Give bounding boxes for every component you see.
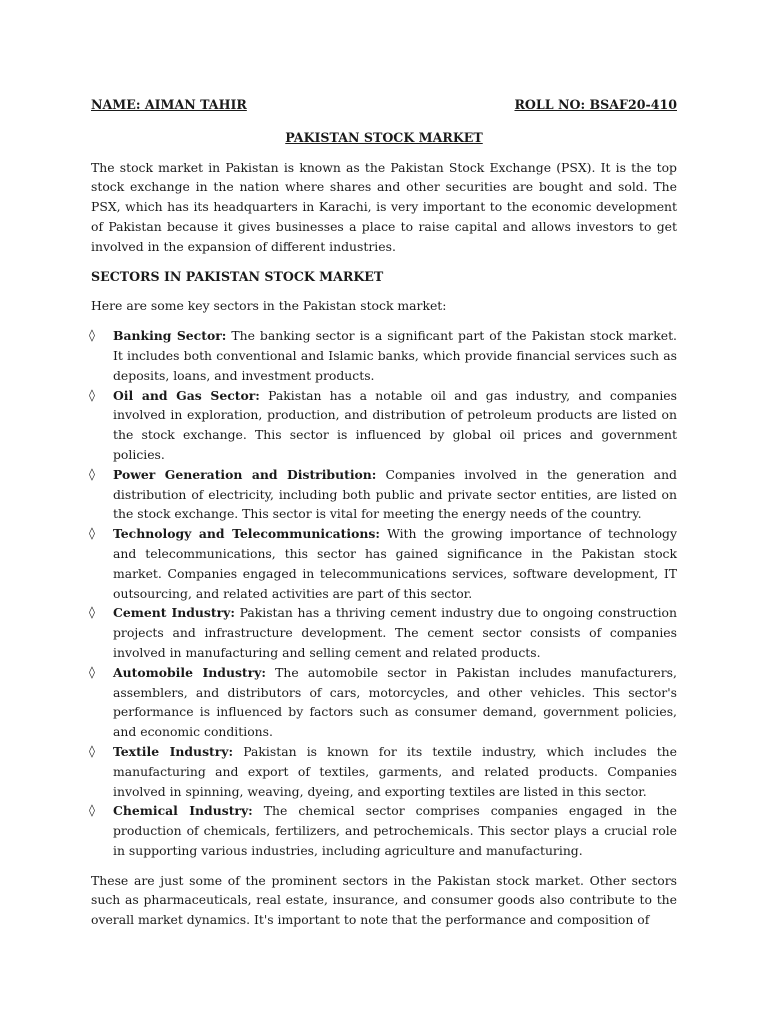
sectors-lead: Here are some key sectors in the Pakistan stock market:	[91, 298, 447, 314]
closing-paragraph: These are just some of the prominent sectors in the Pakistan stock market. Other sectors such as pharmaceuticals, real estate, insurance, and consumer goods also contribute to the overall market dynamics. It's important to note that the performance and composition of	[91, 872, 677, 928]
diamond-bullet-icon: ◊	[89, 526, 95, 541]
sector-item-power	[91, 465, 677, 524]
diamond-bullet-icon: ◊	[89, 387, 95, 402]
sector-term: Chemical Industry:	[113, 803, 253, 819]
sector-description: The banking sector is a significant part of the Pakistan stock market. It includes both conventional and Islamic banks, which provide financial services such as deposits, loans, and investment products.	[113, 328, 677, 383]
sector-description: The chemical sector comprises companies engaged in the production of chemicals, fertilizers, and petrochemicals. This sector plays a crucial role in supporting various industries, including agriculture and manufacturing.	[113, 803, 677, 858]
sector-item-automobile	[91, 663, 677, 742]
diamond-bullet-icon: ◊	[89, 328, 95, 343]
diamond-bullet-icon: ◊	[89, 664, 95, 679]
sector-description: Companies involved in the generation and distribution of electricity, including both public and private sector entities, are listed on the stock exchange. This sector is vital for meeting the energy needs of the country.	[113, 466, 677, 522]
sectors-heading: SECTORS IN PAKISTAN STOCK MARKET	[91, 268, 384, 284]
sector-description: With the growing importance of technology and telecommunications, this sector has gained significance in the Pakistan stock market. Companies engaged in telecommunications services, software development, IT outsourcing, and related activities are part of this sector.	[113, 526, 677, 601]
sector-description: Pakistan is known for its textile industry, which includes the manufacturing and export of textiles, garments, and related products. Companies involved in spinning, weaving, dyeing, and exporting textiles are listed in this sector.	[113, 743, 677, 799]
sector-term: Technology and Telecommunications:	[113, 526, 380, 542]
sector-item-oil-gas	[91, 386, 677, 465]
intro-paragraph: The stock market in Pakistan is known as the Pakistan Stock Exchange (PSX). It is the top stock exchange in the nation where shares and other securities are bought and sold. The PSX, which has its headquarters in Karachi, is very important to the economic development of Pakistan because it gives businesses a place to raise capital and allows investors to get involved in the expansion of different industries.	[91, 159, 677, 254]
sector-term: Textile Industry:	[113, 743, 234, 759]
sector-term: Power Generation and Distribution:	[113, 466, 377, 482]
header-row	[91, 95, 677, 115]
sector-item-chemical	[91, 801, 677, 860]
roll-number: ROLL NO: BSAF20-410	[514, 97, 677, 112]
sector-item-banking	[91, 326, 677, 385]
sector-term: Cement Industry:	[113, 605, 235, 621]
sectors-list	[91, 326, 677, 861]
sector-item-textile	[91, 742, 677, 801]
sector-description: Pakistan has a thriving cement industry due to ongoing construction projects and infrastructure development. The cement sector consists of companies involved in manufacturing and selling cement and related products.	[113, 605, 677, 660]
sector-description: The automobile sector in Pakistan includes manufacturers, assemblers, and distributors of cars, motorcycles, and other vehicles. This sector's performance is influenced by factors such as consumer demand, government policies, and economic conditions.	[113, 664, 677, 740]
sector-term: Banking Sector:	[113, 328, 227, 344]
diamond-bullet-icon: ◊	[89, 466, 95, 481]
page-title: PAKISTAN STOCK MARKET	[285, 129, 483, 145]
diamond-bullet-icon: ◊	[89, 743, 95, 758]
sector-term: Oil and Gas Sector:	[113, 387, 260, 403]
sector-item-cement	[91, 603, 677, 662]
diamond-bullet-icon: ◊	[89, 605, 95, 620]
diamond-bullet-icon: ◊	[89, 803, 95, 818]
sector-term: Automobile Industry:	[113, 664, 266, 680]
student-name: NAME: AIMAN TAHIR	[91, 97, 247, 112]
sector-item-technology	[91, 524, 677, 603]
sector-description: Pakistan has a notable oil and gas industry, and companies involved in exploration, production, and distribution of petroleum products are listed on the stock exchange. This sector is influenced by global oil prices and government policies.	[113, 387, 677, 462]
